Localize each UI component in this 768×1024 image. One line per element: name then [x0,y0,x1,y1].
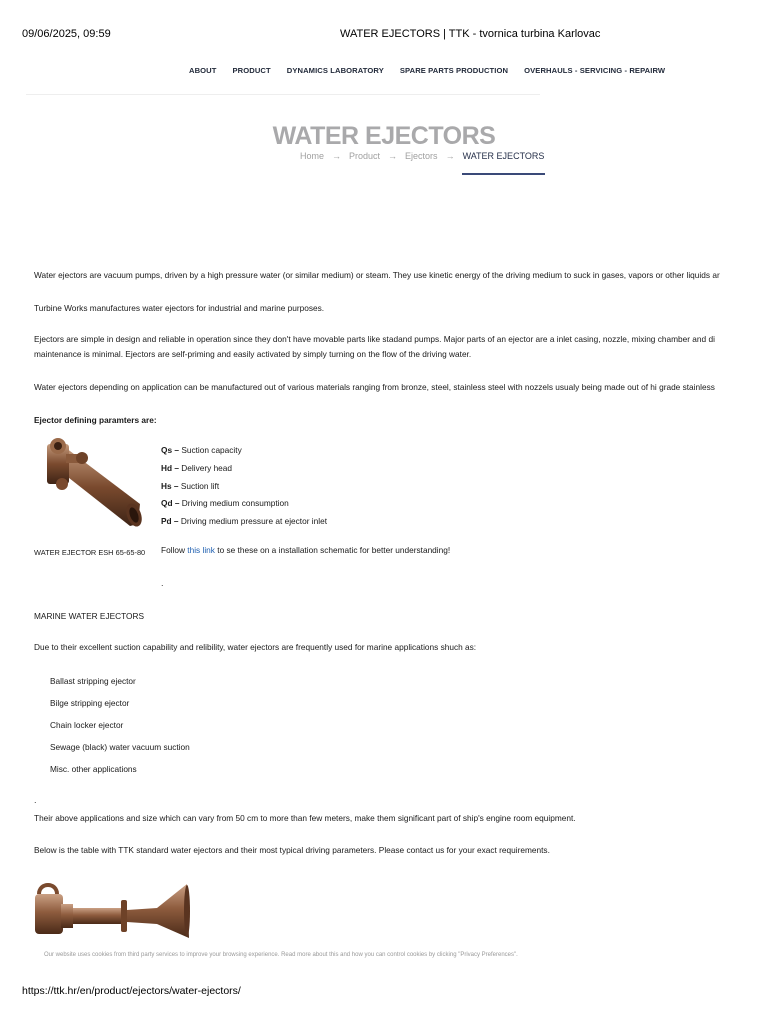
stray-dot: . [34,795,37,805]
follow-link-line [161,545,450,555]
param-abbr: Pd [161,516,172,527]
manufacturing-text: Turbine Works manufactures water ejectors for industrial and marine purposes. [34,303,325,313]
follow-text-after: to se these on a installation schematic for better understanding! [214,545,451,555]
table-intro-paragraph [34,843,550,858]
breadcrumb-product[interactable]: Product [349,151,381,161]
nav-divider [26,94,540,95]
page-title: WATER EJECTORS [272,122,496,150]
follow-text-before: Follow [161,545,188,555]
design-text-line-1: Ejectors are simple in design and reliable in operation since they don't have movable parts like stadand pumps. Major parts of an ejector are a inlet casing, nozzle, mixing chamber and di [34,334,715,344]
print-url: https://ttk.hr/en/product/ejectors/water-ejectors/ [22,985,241,997]
breadcrumb-current: WATER EJECTORS [462,151,545,161]
water-ejector-image [42,440,144,530]
param-abbr: Hs [161,480,172,491]
nav-item-product[interactable]: PRODUCT [232,66,271,75]
stray-dot: . [161,578,164,588]
marine-intro-text: Due to their excellent suction capability and relibility, water ejectors are frequently used for marine applications shuch as: [34,642,477,652]
table-intro-text: Below is the table with TTK standard water ejectors and their most typical driving parameters. Please contact us for your exact requirements. [34,845,550,855]
param-sep: – [171,480,181,491]
marine-heading: MARINE WATER EJECTORS [34,611,145,621]
applications-list [50,670,190,780]
marine-ejector-image [33,880,191,940]
param-desc: Driving medium consumption [181,498,289,509]
param-abbr: Qd [161,498,173,509]
nav-item-overhauls[interactable]: OVERHAULS - SERVICING - REPAIRW [524,66,666,75]
param-item [161,513,327,531]
param-desc: Delivery head [181,462,233,473]
main-navigation [189,66,681,75]
design-paragraph [34,332,715,362]
nav-item-spare-parts-production[interactable]: SPARE PARTS PRODUCTION [399,66,509,75]
marine-intro [34,640,540,655]
image-caption: WATER EJECTOR ESH 65-65-80 [34,548,146,557]
params-heading: Ejector defining paramters are: [34,415,157,425]
breadcrumb-separator: → [332,151,342,161]
size-paragraph [34,811,576,826]
breadcrumb-separator: → [445,151,455,161]
param-item [161,460,327,478]
materials-paragraph [34,380,715,395]
materials-text: Water ejectors depending on application can be manufactured out of various materials ranging from bronze, steel, stainless steel with nozzels usualy being made out of hi grade stainless [34,382,715,392]
nav-item-dynamics-laboratory[interactable]: DYNAMICS LABORATORY [286,66,384,75]
intro-text: Water ejectors are vacuum pumps, driven by a high pressure water (or similar medium) or steam. They use kinetic energy of the driving medium to suck in gases, vapors or other liquids ar [34,270,720,280]
application-item: Ballast stripping ejector [50,676,136,686]
breadcrumb-home[interactable]: Home [300,151,325,161]
manufacturing-paragraph [34,301,540,316]
param-desc: Suction capacity [181,445,242,455]
print-datetime: 09/06/2025, 09:59 [22,28,111,40]
breadcrumb-separator: → [388,151,398,161]
param-item [161,442,327,460]
param-item [161,495,327,513]
param-abbr: Hd [161,462,173,473]
param-sep: – [172,445,182,455]
application-item: Sewage (black) water vacuum suction [50,742,190,752]
application-item: Chain locker ejector [50,720,124,730]
design-text-line-2: maintenance is minimal. Ejectors are self-priming and easily activated by simply turning on the flow of the driving water. [34,349,472,359]
param-sep: – [172,462,182,473]
param-item [161,478,327,496]
schematic-link[interactable]: this link [187,545,215,555]
application-item: Misc. other applications [50,764,137,774]
param-sep: – [172,498,182,509]
cookie-notice: Our website uses cookies from third party services to improve your browsing experience. Read more about this and how you can control cookies by clicking "Privacy Preferences". [44,952,518,958]
size-text: Their above applications and size which can vary from 50 cm to more than few meters, make them significant part of ship's engine room equipment. [34,813,576,823]
parameters-list [161,442,327,531]
application-item: Bilge stripping ejector [50,698,130,708]
param-abbr: Qs [161,445,173,455]
breadcrumb-ejectors[interactable]: Ejectors [405,151,438,161]
breadcrumb [300,151,544,161]
param-desc: Suction lift [180,480,220,491]
intro-paragraph [34,268,720,283]
nav-item-about[interactable]: ABOUT [189,66,217,75]
print-page-title: WATER EJECTORS | TTK - tvornica turbina Karlovac [340,28,601,40]
param-sep: – [171,516,181,527]
param-desc: Driving medium pressure at ejector inlet [180,516,328,527]
